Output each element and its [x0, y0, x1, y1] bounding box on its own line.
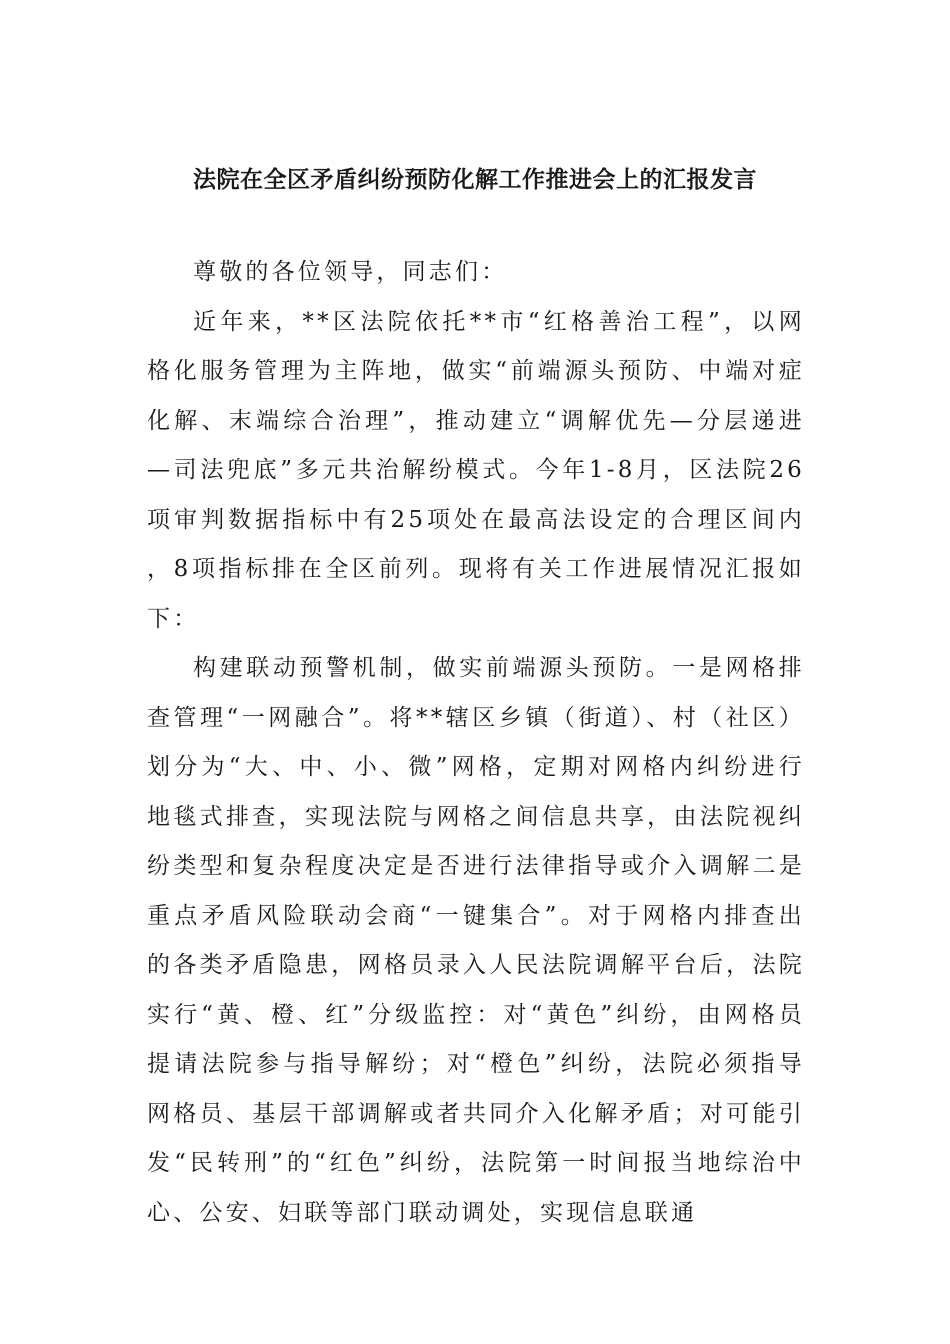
paragraph-early-warning: 构建联动预警机制，做实前端源头预防。一是网格排查管理“一网融合”。将**辖区乡镇（街道）、村（社区）划分为“大、中、小、微”网格，定期对网格内纠纷进行地毯式排查，实现法院与网格之间信息共享，由法院视纠纷类型和复杂程度决定是否进行法律指导或介入调解二是重点矛盾风险联动会商“一键集合”。对于网格内排查出的各类矛盾隐患，网格员录入人民法院调解平台后，法院实行“黄、橙、红”分级监控：对“黄色”纠纷，由网格员提请法院参与指导解纷；对“橙色”纠纷，法院必须指导网格员、基层干部调解或者共同介入化解矛盾；对可能引发“民转刑”的“红色”纠纷，法院第一时间报当地综治中心、公安、妇联等部门联动调处，实现信息联通 [147, 655, 805, 1226]
salutation: 尊敬的各位领导，同志们： [193, 259, 508, 285]
paragraph-intro: 近年来，**区法院依托**市“红格善治工程”，以网格化服务管理为主阵地，做实“前端源头预防、中端对症化解、末端综合治理”，推动建立“调解优先—分层递进—司法兜底”多元共治解纷模式。今年1-8月，区法院26项审判数据指标中有25项处在最高法设定的合理区间内，8项指标排在全区前列。现将有关工作进展情况汇报如下： [147, 308, 805, 632]
document-title: 法院在全区矛盾纠纷预防化解工作推进会上的汇报发言 [193, 166, 757, 193]
document-body [147, 248, 805, 1238]
